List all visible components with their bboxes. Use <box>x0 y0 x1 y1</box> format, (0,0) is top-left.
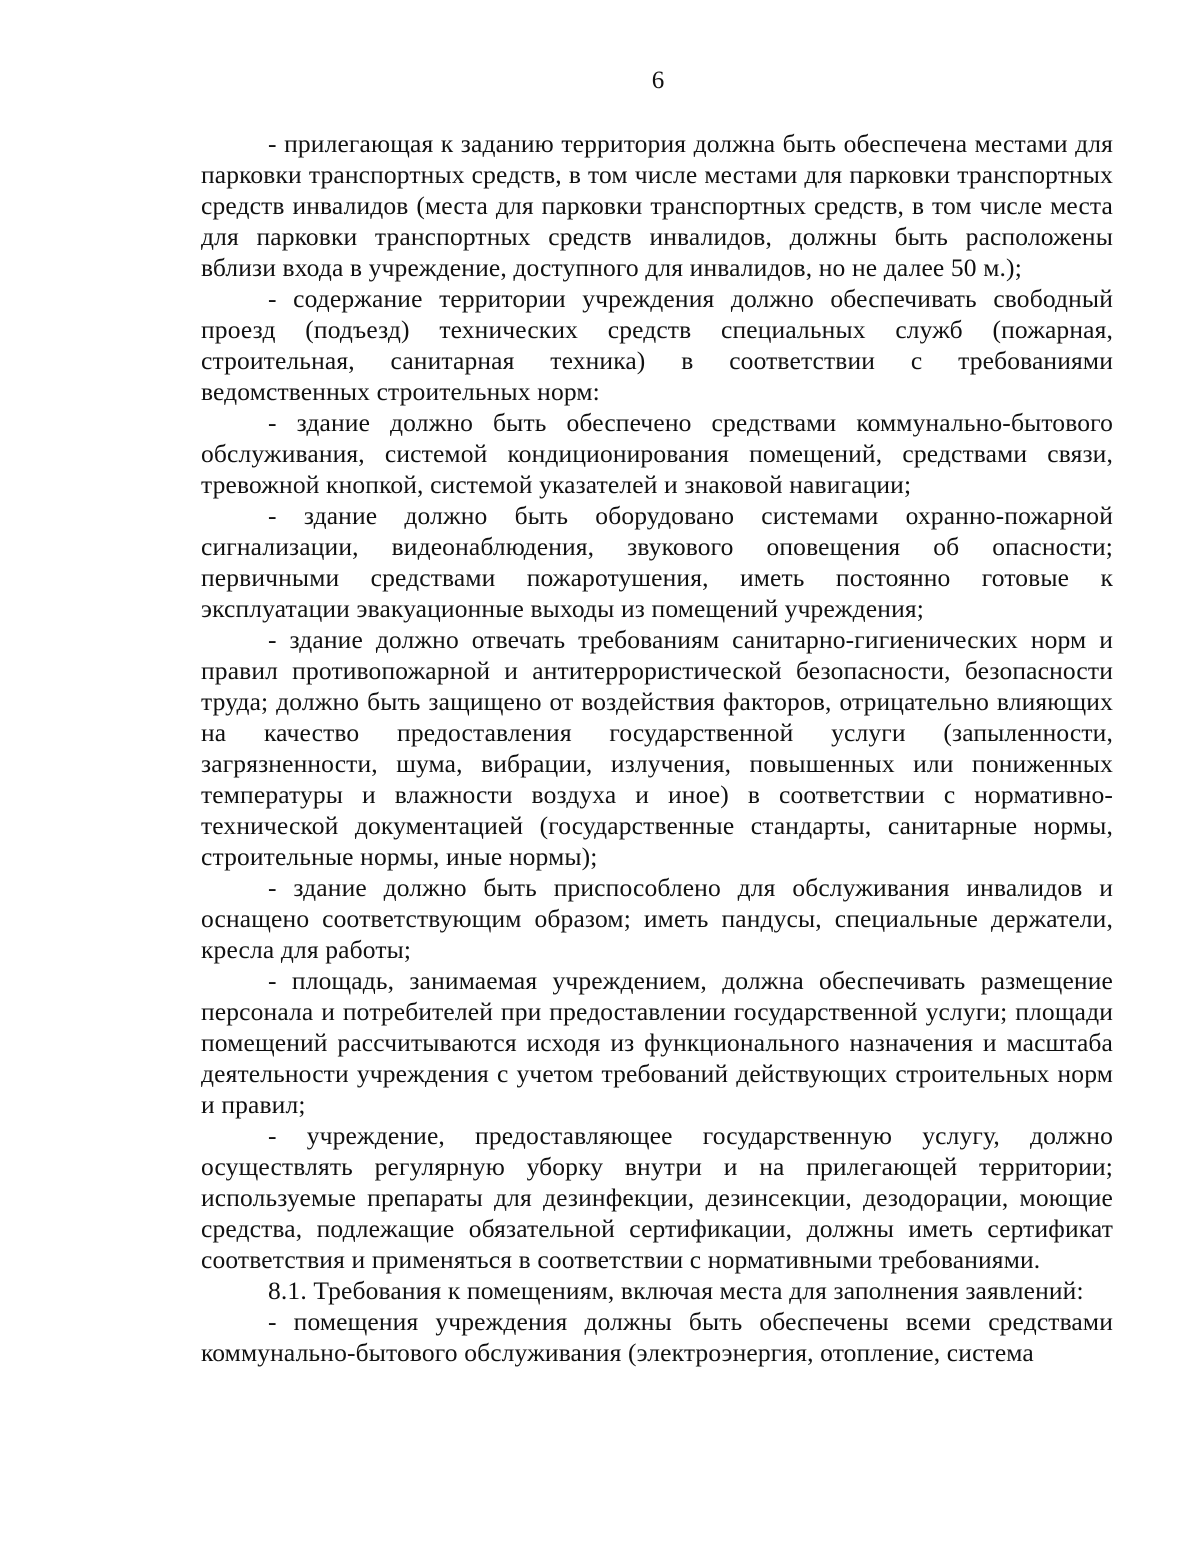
section-heading-8-1: 8.1. Требования к помещениям, включая места для заполнения заявлений: <box>268 1276 1084 1305</box>
paragraph-floor-area: - площадь, занимаемая учреждением, должна обеспечивать размещение персонала и потребителей при предоставлении государственной услуги; площади помещений рассчитываются исходя из функционального назначения и масштаба деятельности учреждения с учетом требований действующих строительных норм и правил; <box>201 966 1113 1119</box>
paragraph-fire-security: - здание должно быть оборудовано системами охранно-пожарной сигнализации, видеонаблюдения, звукового оповещения об опасности; первичными средствами пожаротушения, иметь постоянно готовые к эксплуатации эвакуационные выходы из помещений учреждения; <box>201 501 1113 623</box>
paragraph-territory-access: - содержание территории учреждения должно обеспечивать свободный проезд (подъезд) технических средств специальных служб (пожарная, строительная, санитарная техника) в соответствии с требованиями ведомственных строительных норм: <box>201 284 1113 406</box>
paragraph-sanitary-norms: - здание должно отвечать требованиям санитарно-гигиенических норм и правил противопожарной и антитеррористической безопасности, безопасности труда; должно быть защищено от воздействия факторов, отрицательно влияющих на качество предоставления государственной услуги (запыленности, загрязненности, шума, вибрации, излучения, повышенных или пониженных температуры и влажности воздуха и иное) в соответствии с нормативно-технической документацией (государственные стандарты, санитарные нормы, строительные нормы, иные нормы); <box>201 625 1113 871</box>
document-body <box>201 128 1113 1368</box>
paragraph-building-utilities: - здание должно быть обеспечено средствами коммунально-бытового обслуживания, системой кондиционирования помещений, средствами связи, тревожной кнопкой, системой указателей и знаковой навигации; <box>201 408 1113 499</box>
paragraph-premises-services: - помещения учреждения должны быть обеспечены всеми средствами коммунально-бытового обслуживания (электроэнергия, отопление, система <box>201 1307 1113 1367</box>
paragraph-parking: - прилегающая к заданию территория должна быть обеспечена местами для парковки транспортных средств, в том числе местами для парковки транспортных средств инвалидов (места для парковки транспортных средств, в том числе места для парковки транспортных средств инвалидов, должны быть расположены вблизи входа в учреждение, доступного для инвалидов, но не далее 50 м.); <box>201 129 1113 282</box>
paragraph-cleaning: - учреждение, предоставляющее государственную услугу, должно осуществлять регулярную уборку внутри и на прилегающей территории; используемые препараты для дезинфекции, дезинсекции, дезодорации, моющие средства, подлежащие обязательной сертификации, должны иметь сертификат соответствия и применяться в соответствии с нормативными требованиями. <box>201 1121 1113 1274</box>
page-number: 6 <box>651 67 665 94</box>
paragraph-accessibility: - здание должно быть приспособлено для обслуживания инвалидов и оснащено соответствующим образом; иметь пандусы, специальные держатели, кресла для работы; <box>201 873 1113 964</box>
